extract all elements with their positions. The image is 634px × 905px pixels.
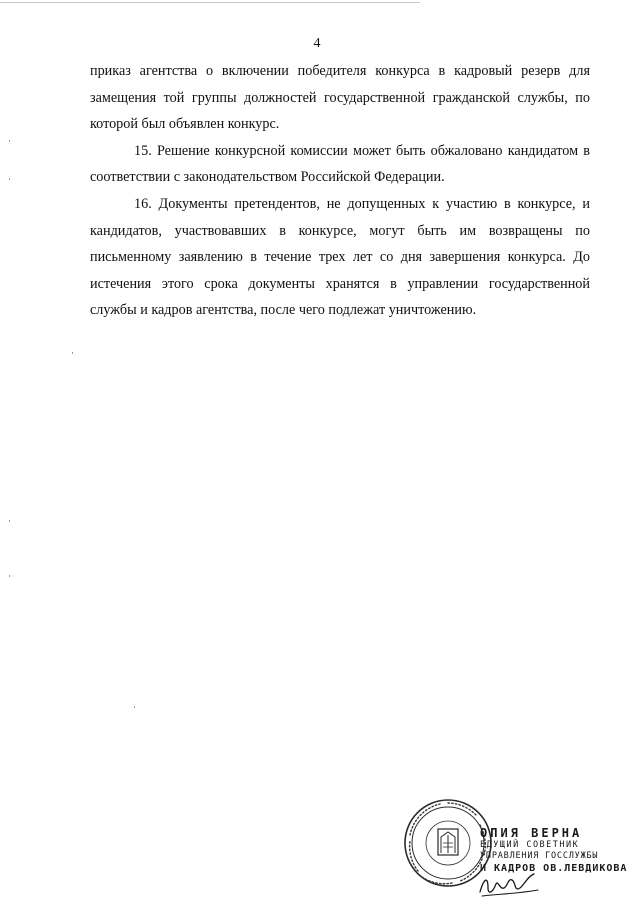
scan-speck — [9, 178, 10, 180]
scan-speck — [9, 575, 10, 577]
scan-speck — [134, 706, 135, 708]
stamp-line-2: ЕДУЩИЙ СОВЕТНИК — [480, 840, 580, 850]
scan-speck — [9, 520, 10, 522]
stamp-line-1: ОПИЯ ВЕРНА — [480, 826, 583, 840]
stamp-line-3: УПРАВЛЕНИЯ ГОССЛУЖБЫ — [480, 851, 599, 861]
scan-speck — [72, 352, 73, 354]
handwritten-signature-icon — [476, 868, 546, 900]
paragraph-15: 15. Решение конкурсной комиссии может быть обжаловано кандидатом в соответствии с законодательством Российской Федерации. — [90, 142, 590, 186]
top-border-line — [0, 2, 420, 3]
stamp-line-4: И КАДРОВ ОВ.ЛЕВДИКОВА — [480, 863, 628, 874]
paragraph-16: 16. Документы претендентов, не допущенных к участию в конкурсе, и кандидатов, участвовавших в конкурсе, могут быть им возвращены по письменному заявлению в течение трех лет со дня завершения конкурса. До истечения этого срока документы хранятся в управлении государственной службы и кадров агентства, после чего подлежат уничтожению. — [90, 195, 590, 319]
page-number: 4 — [313, 36, 321, 51]
document-body — [90, 58, 590, 324]
paragraph-continuation: приказ агентства о включении победителя конкурса в кадровый резерв для замещения той группы должностей государственной гражданской службы, по которой был объявлен конкурс. — [90, 63, 590, 133]
scan-speck — [9, 140, 10, 142]
